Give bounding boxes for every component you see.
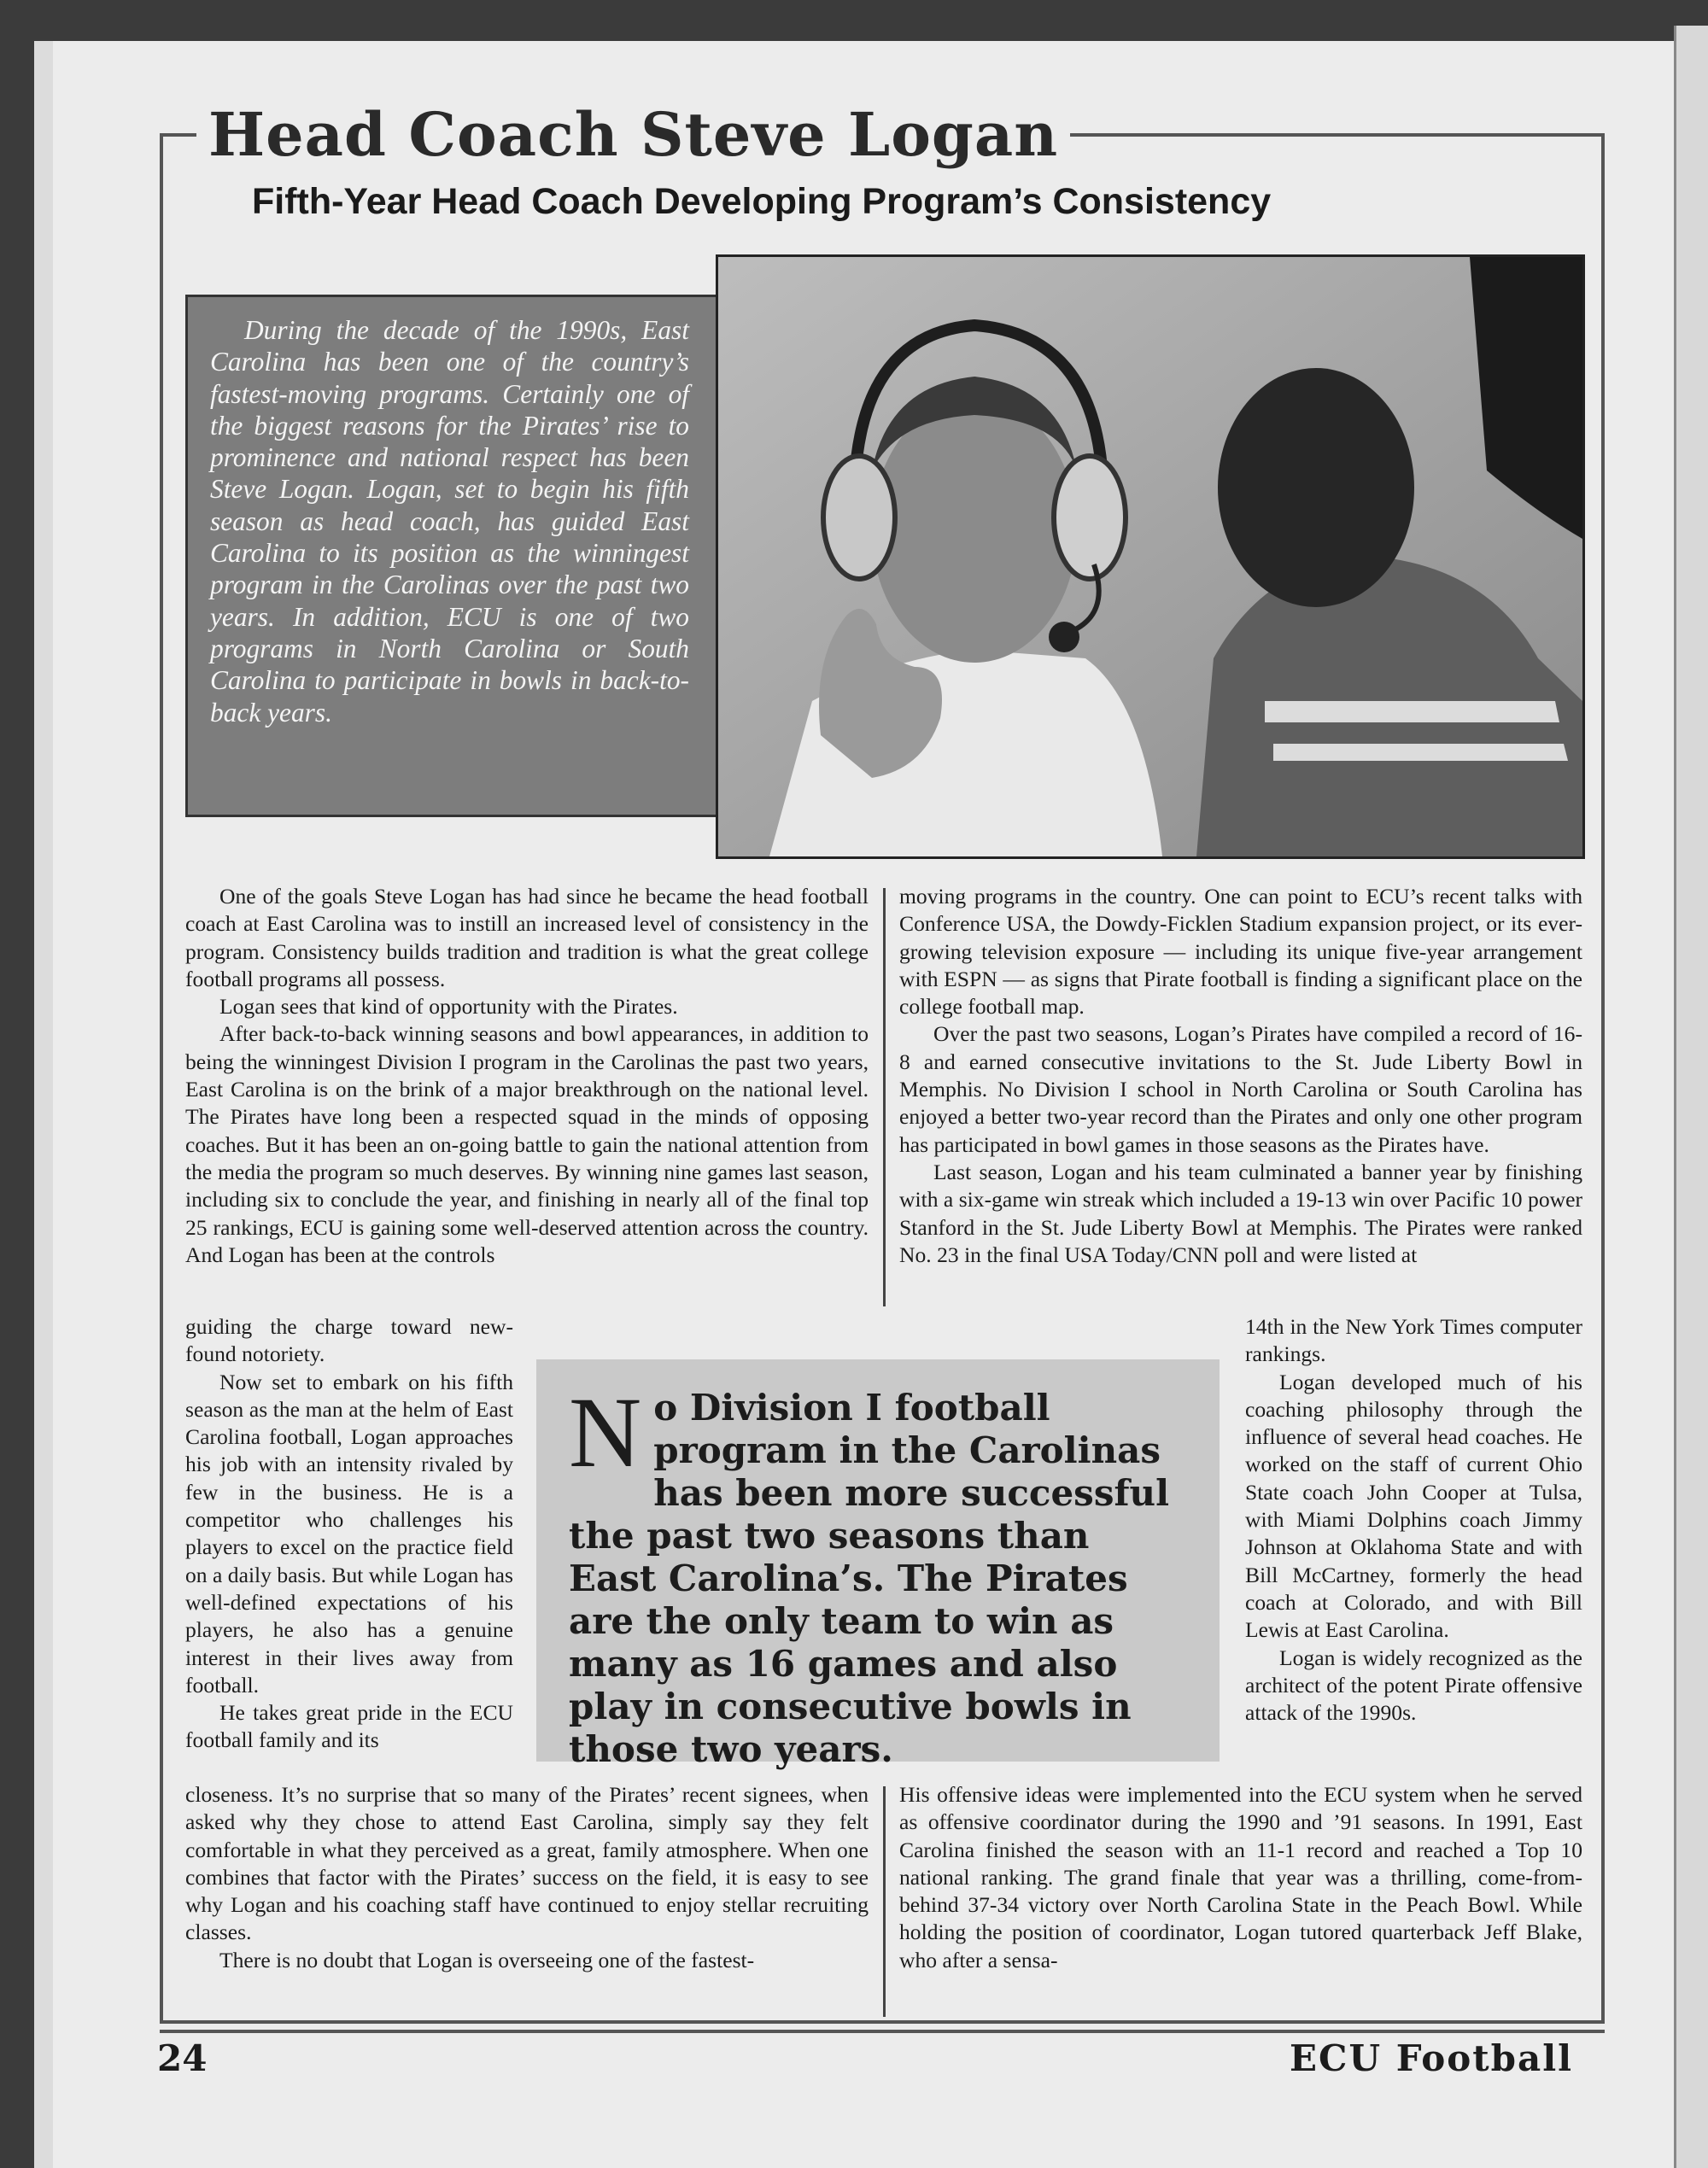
headset-mic bbox=[1049, 622, 1079, 652]
paragraph: Logan is widely recognized as the architect of the potent Pirate offensive attack of the 1990s. bbox=[1245, 1645, 1582, 1726]
paragraph: moving programs in the country. One can point to ECU’s recent talks with Conference USA, the Dowdy-Ficklen Stadium expansion project, or its ever-growing television exposure — including its unique five-year arrangement with ESPN — as signs that Pirate football is finding a significant place on the college football map. bbox=[899, 884, 1582, 1020]
coach-photo-illustration bbox=[718, 257, 1582, 856]
column-divider-bottom bbox=[883, 1786, 886, 2017]
paragraph: His offensive ideas were implemented into the ECU system when he served as offensive coordinator during the 1990 and ’91 seasons. In 1991, East Carolina finished the season with an 11-1 record and reached a Top 10 national ranking. The grand finale that year was a thrilling, come-from-behind 37-34 victory over North Carolina State in the Peach Bowl. While holding the position of coordinator, Logan tutored quarterback Jeff Blake, who after a sensa- bbox=[899, 1782, 1582, 1972]
coach-face bbox=[872, 398, 1077, 663]
paragraph: Over the past two seasons, Logan’s Pirates have compiled a record of 16-8 and earned consecutive invitations to the St. Jude Liberty Bowl in Memphis. No Division I school in North Carolina or South Carolina has enjoyed a better two-year record than the Pirates and only one other program has participated in bowl games in those seasons as the Pirates have. bbox=[899, 1021, 1582, 1157]
intro-box bbox=[185, 295, 719, 817]
paragraph: Last season, Logan and his team culminated a banner year by finishing with a six-game win streak which included a 19-13 win over Pacific 10 power Stanford in the St. Jude Liberty Bowl at Memphis. The Pirates were ranked No. 23 in the final USA Today/CNN poll and were listed at bbox=[899, 1159, 1582, 1267]
page-number: 24 bbox=[157, 2037, 208, 2079]
headset-right-earcup bbox=[1054, 456, 1126, 579]
paragraph: guiding the charge toward new-found notoriety. bbox=[185, 1314, 513, 1367]
intro-text: During the decade of the 1990s, East Carolina has been one of the country’s fastest-moving programs. Certainly one of the biggest reasons for the Pirates’ rise to prominence and national respect has been Steve Logan. Logan, set to begin his fifth season as head coach, has guided East Carolina to its position as the winningest program in the Carolinas over the past two years. In addition, ECU is one of two programs in North Carolina or South Carolina to participate in bowls in back-to-back years. bbox=[210, 315, 689, 728]
coach-photo bbox=[716, 254, 1585, 859]
pull-quote-dropcap: N bbox=[569, 1376, 642, 1488]
paragraph: He takes great pride in the ECU football family and its bbox=[185, 1700, 513, 1753]
body-column-left-narrow bbox=[185, 1313, 513, 1755]
body-column-right-top bbox=[899, 883, 1582, 1269]
body-column-left-top bbox=[185, 883, 869, 1269]
player-head bbox=[1218, 368, 1414, 607]
paragraph: After back-to-back winning seasons and bowl appearances, in addition to being the winningest Division I program in the Carolinas the past two years, East Carolina is on the brink of a major breakthrough on the national level. The Pirates have long been a respected squad in the minds of opposing coaches. But it has been an on-going battle to gain the national attention from the media the program so much deserves. By winning nine games last season, including six to conclude the year, and finishing in nearly all of the final top 25 rankings, ECU is gaining some well-deserved attention across the country. And Logan has been at the controls bbox=[185, 1021, 869, 1267]
paragraph: Logan sees that kind of opportunity with the Pirates. bbox=[219, 994, 678, 1020]
jersey-stripe bbox=[1265, 701, 1559, 722]
page-subtitle: Fifth-Year Head Coach Developing Program’s Consistency bbox=[252, 181, 1272, 222]
headset-left-earcup bbox=[823, 456, 895, 579]
page-gutter-left bbox=[34, 41, 55, 2168]
column-divider-top bbox=[883, 888, 886, 1306]
page-title: Head Coach Steve Logan bbox=[196, 101, 1070, 169]
paragraph: There is no doubt that Logan is overseeing one of the fastest- bbox=[219, 1947, 755, 1972]
footer-rule bbox=[160, 2030, 1605, 2033]
body-column-right-bottom bbox=[899, 1781, 1582, 1974]
pull-quote-text: o Division I football program in the Carolinas has been more successful the past two seasons than East Carolina’s. The Pirates are the only team to win as many as 16 games and also play in consecutive bowls in those two years. bbox=[569, 1387, 1170, 1770]
paragraph: Now set to embark on his fifth season as the man at the helm of East Carolina football, Logan approaches his job with an intensity rivaled by few in the business. He is a competitor who challenges his players to excel on the practice field on a daily basis. But while Logan has well-defined expectations of his players, he also has a genuine interest in their lives away from football. bbox=[185, 1369, 513, 1698]
paragraph: 14th in the New York Times computer rankings. bbox=[1245, 1314, 1582, 1367]
paragraph: Logan developed much of his coaching philosophy through the influence of several head coaches. He worked on the staff of current Ohio State coach John Cooper at Tulsa, with Miami Dolphins coach Jimmy Johnson at Oklahoma State and with Bill McCartney, formerly the head coach at Colorado, and with Bill Lewis at East Carolina. bbox=[1245, 1369, 1582, 1643]
publication-title: ECU Football bbox=[1290, 2037, 1574, 2079]
paragraph: One of the goals Steve Logan has had since he became the head football coach at East Carolina was to instill an increased level of consistency in the program. Consistency builds tradition and tradition is what the great college football programs all possess. bbox=[185, 884, 869, 991]
paragraph: closeness. It’s no surprise that so many of the Pirates’ recent signees, when asked why they chose to attend East Carolina, simply say they felt comfortable in what they perceived as a great, family atmosphere. When one combines that factor with the Pirates’ success on the field, it is easy to see why Logan and his coaching staff have continued to enjoy stellar recruiting classes. bbox=[185, 1782, 869, 1945]
next-page-edge bbox=[1674, 26, 1708, 2168]
jersey-stripe-2 bbox=[1273, 744, 1568, 761]
body-column-left-bottom bbox=[185, 1781, 869, 1974]
pull-quote bbox=[536, 1359, 1220, 1770]
body-column-right-narrow bbox=[1245, 1313, 1582, 1727]
